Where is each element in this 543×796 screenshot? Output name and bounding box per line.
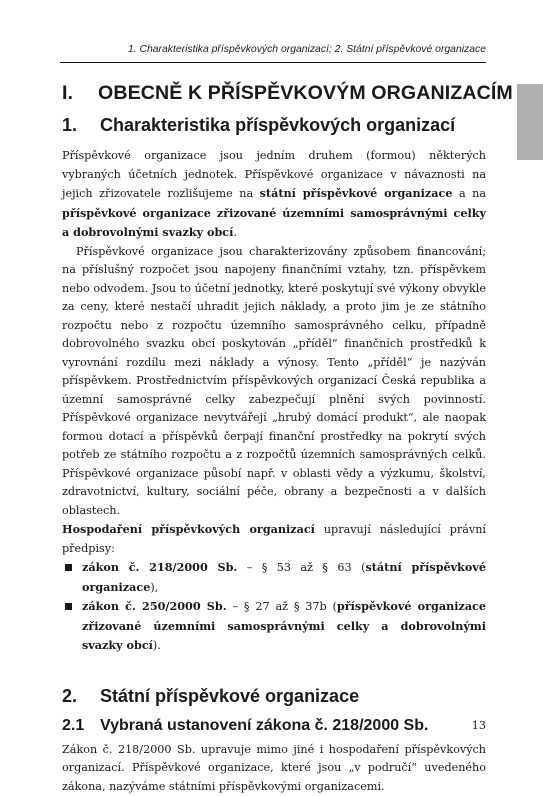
law-reference: zákon č. 250/2000 Sb. — [82, 599, 227, 613]
square-bullet-icon — [65, 603, 72, 610]
part-title: OBECNĚ K PŘÍSPĚVKOVÝM ORGANIZACÍM — [98, 82, 513, 105]
section-2-1-paragraph: Zákon č. 218/2000 Sb. upravuje mimo jiné i hospodaření příspěvkových organizací. Příspěvkové organizace, které jsou „v područí“ uvedeného zákona, nazýváme státními příspěvkovými organizacemi. — [62, 741, 486, 796]
list-item — [62, 558, 486, 597]
thumb-index-tab — [517, 84, 543, 160]
part-number: I. — [62, 82, 98, 105]
law-subject: příspěvkové organizace zřizované územními samosprávnými celky a dobrovolnými svazky obcí — [82, 599, 486, 652]
part-heading — [62, 82, 486, 105]
bold-term-territorial-org: příspěvkové organizace zřizované územními samosprávnými celky a dobrovolnými svazky obcí — [62, 206, 486, 240]
text-run: ), — [150, 581, 158, 594]
chapter-2-number: 2. — [62, 686, 100, 707]
text-run: Příspěvkové organizace jsou jedním druhem (formou) některých vybraných účetních jednotek. Příspěvkové organizace v návaznosti na jejich zřizovatele rozlišujeme na — [62, 149, 486, 200]
bold-term-state-org: státní příspěvkové organizace — [260, 186, 453, 200]
chapter-1-number: 1. — [62, 115, 100, 136]
text-run: a na — [452, 187, 486, 200]
section-2-1-heading — [62, 717, 486, 735]
text-run: – § 53 až § 63 ( — [237, 561, 365, 574]
chapter-2-title: Státní příspěvkové organizace — [100, 686, 359, 707]
law-reference: zákon č. 218/2000 Sb. — [82, 560, 237, 574]
page-content — [62, 82, 486, 796]
bold-term-management: Hospodaření příspěvkových organizací — [62, 522, 315, 536]
text-run: upravují následující právní předpisy: — [62, 523, 486, 555]
page-number: 13 — [472, 719, 486, 732]
header-rule — [60, 62, 486, 63]
running-head: 1. Charakteristika příspěvkových organizací; 2. Státní příspěvkové organizace — [128, 44, 486, 55]
chapter-2-heading — [62, 686, 486, 707]
chapter-1-paragraph-1 — [62, 147, 486, 243]
law-subject: státní příspěvkové organizace — [82, 560, 486, 594]
section-2-1-number: 2.1 — [62, 717, 100, 735]
text-run: . — [233, 226, 237, 239]
text-run: ). — [153, 639, 161, 652]
list-item — [62, 597, 486, 656]
laws-list — [62, 558, 486, 656]
square-bullet-icon — [65, 564, 72, 571]
chapter-1-title: Charakteristika příspěvkových organizací — [100, 115, 455, 136]
text-run: – § 27 až § 37b ( — [227, 600, 337, 613]
chapter-1-paragraph-2: Příspěvkové organizace jsou charakterizovány způsobem financování; na příslušný rozpočet jsou napojeny finančními vztahy, tzn. příspěvkem nebo odvodem. Jsou to účetní jednotky, které poskytují své výkony obvykle za ceny, které nestačí uhradit jejich náklady, a proto jim je ze státního rozpočtu nebo z rozpočtu územního samosprávného celku, případně dobrovolného svazku obcí poskytován „příděl“ finančních prostředků k vyrovnání rozdílu mezi náklady a výnosy. Tento „příděl“ je nazýván příspěvkem. Prostřednictvím příspěvkových organizací Česká republika a územní samosprávné celky zabezpečují plnění svých povinností. Příspěvkové organizace nevytvářejí „hrubý domácí produkt“, ale naopak formou dotací a příspěvků čerpají finanční prostředky na pokrytí svých potřeb ze státního rozpočtu a z rozpočtů územních samosprávných celků. Příspěvkové organizace působí např. v oblasti vědy a výzkumu, školství, zdravotnictví, kultury, sociální péče, obrany a bezpečnosti a v dalších oblastech. — [62, 243, 486, 521]
chapter-1-heading — [62, 115, 486, 136]
chapter-1-paragraph-3 — [62, 520, 486, 558]
section-2-1-title: Vybraná ustanovení zákona č. 218/2000 Sb. — [100, 717, 428, 735]
